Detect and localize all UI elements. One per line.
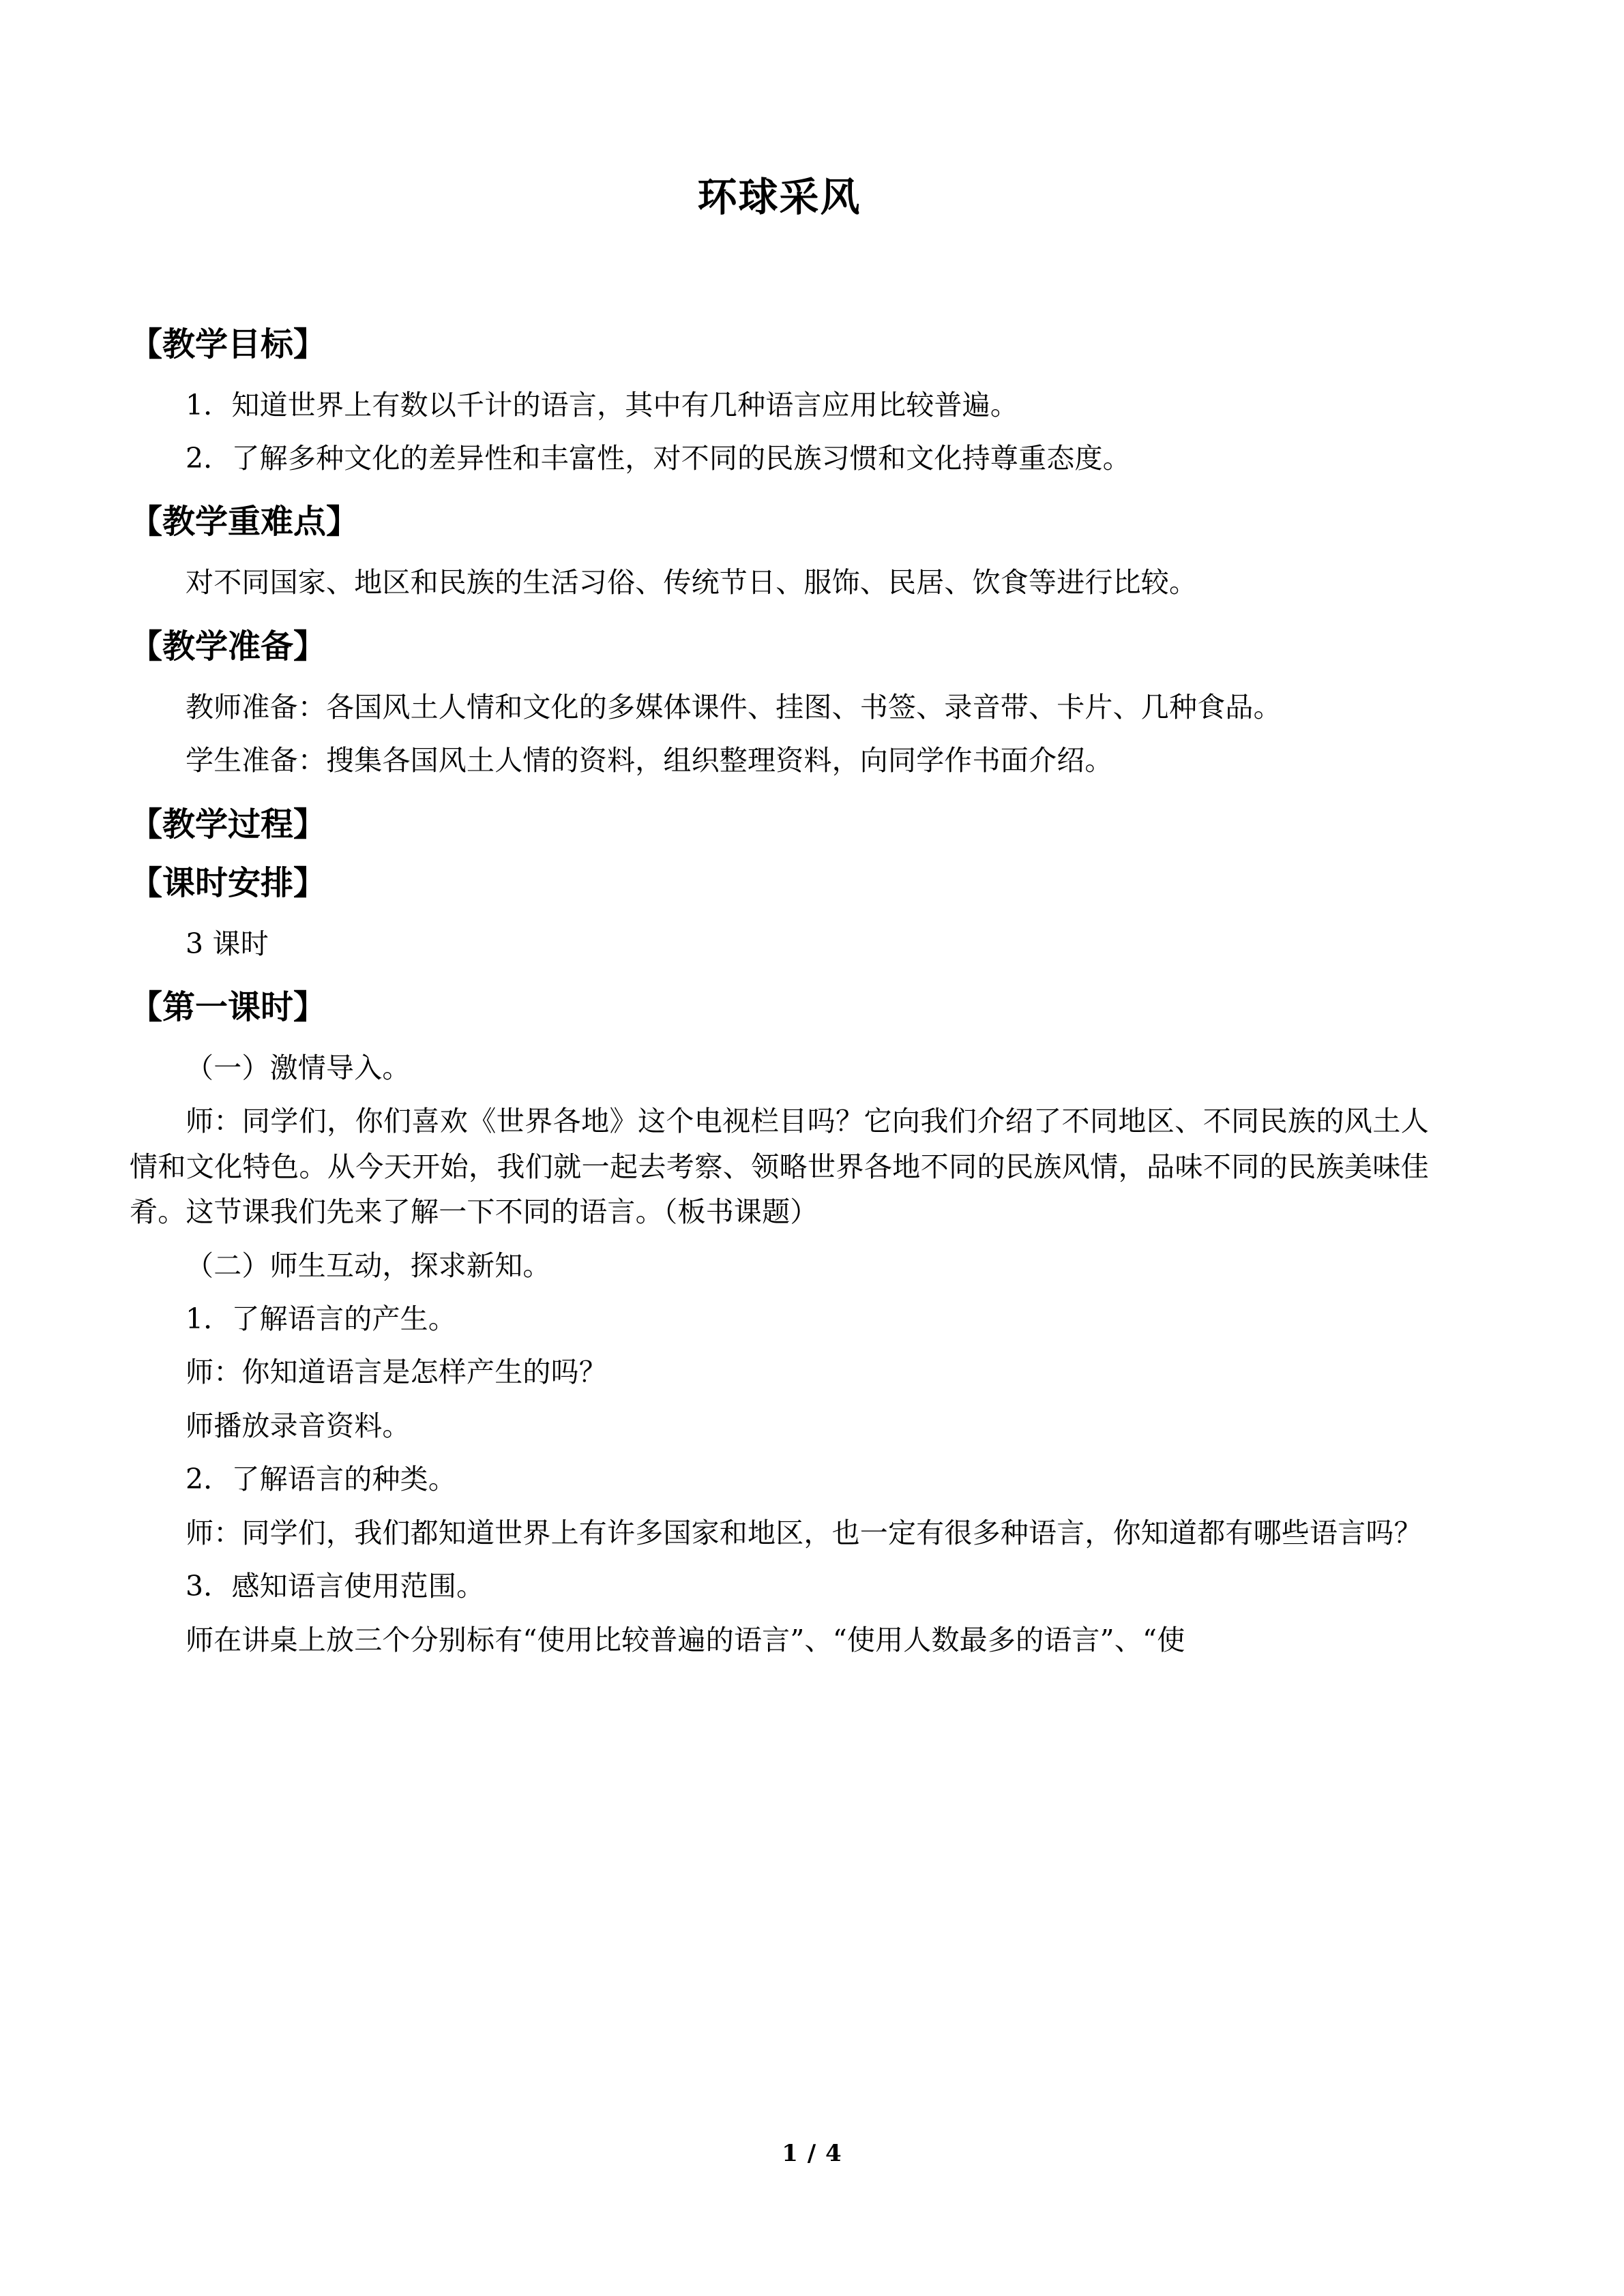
objective-item-2: 2．了解多种文化的差异性和丰富性，对不同的民族习惯和文化持尊重态度。: [186, 442, 1131, 475]
section-heading-key-difficulties: 【教学重难点】: [130, 503, 359, 541]
teacher-question-languages: 师：同学们，我们都知道世界上有许多国家和地区，也一定有很多种语言，你知道都有哪些语言吗？: [186, 1516, 1422, 1549]
teacher-action-cards: 师在讲桌上放三个分别标有“使用比较普遍的语言”、“使用人数最多的语言”、“使: [186, 1623, 1185, 1656]
lesson-step-intro: （一）激情导入。: [186, 1052, 411, 1085]
section-heading-class-schedule: 【课时安排】: [130, 863, 327, 902]
key-difficulties-text: 对不同国家、地区和民族的生活习俗、传统节日、服饰、民居、饮食等进行比较。: [186, 566, 1198, 599]
page-number-footer: 1 / 4: [782, 2140, 842, 2167]
lesson-point-1: 1．了解语言的产生。: [186, 1302, 457, 1336]
page-title: 环球采风: [697, 174, 861, 220]
section-heading-teaching-objectives: 【教学目标】: [130, 325, 327, 363]
teacher-preparation-text: 教师准备：各国风土人情和文化的多媒体课件、挂图、书签、录音带、卡片、几种食品。: [186, 690, 1282, 724]
teacher-question-origin: 师：你知道语言是怎样产生的吗？: [186, 1356, 607, 1389]
lesson-point-3: 3．感知语言使用范围。: [186, 1570, 485, 1603]
teacher-dialogue-intro: 师：同学们，你们喜欢《世界各地》这个电视栏目吗？它向我们介绍了不同地区、不同民族的风土人情和文化特色。从今天开始，我们就一起去考察、领略世界各地不同的民族风情，品味不同的民族美味佳肴。这节课我们先来了解一下不同的语言。（板书课题）: [130, 1105, 1429, 1229]
lesson-step-interaction: （二）师生互动，探求新知。: [186, 1249, 551, 1282]
document-body: [130, 174, 1429, 1663]
lesson-point-2: 2．了解语言的种类。: [186, 1463, 457, 1496]
class-hours-text: 3 课时: [186, 927, 269, 960]
section-heading-teaching-preparation: 【教学准备】: [130, 627, 327, 666]
objective-item-1: 1．知道世界上有数以千计的语言，其中有几种语言应用比较普遍。: [186, 388, 1019, 421]
student-preparation-text: 学生准备：搜集各国风土人情的资料，组织整理资料，向同学作书面介绍。: [186, 744, 1113, 777]
teacher-action-audio: 师播放录音资料。: [186, 1409, 411, 1442]
section-heading-first-lesson: 【第一课时】: [130, 988, 327, 1027]
section-heading-teaching-process: 【教学过程】: [130, 805, 327, 844]
